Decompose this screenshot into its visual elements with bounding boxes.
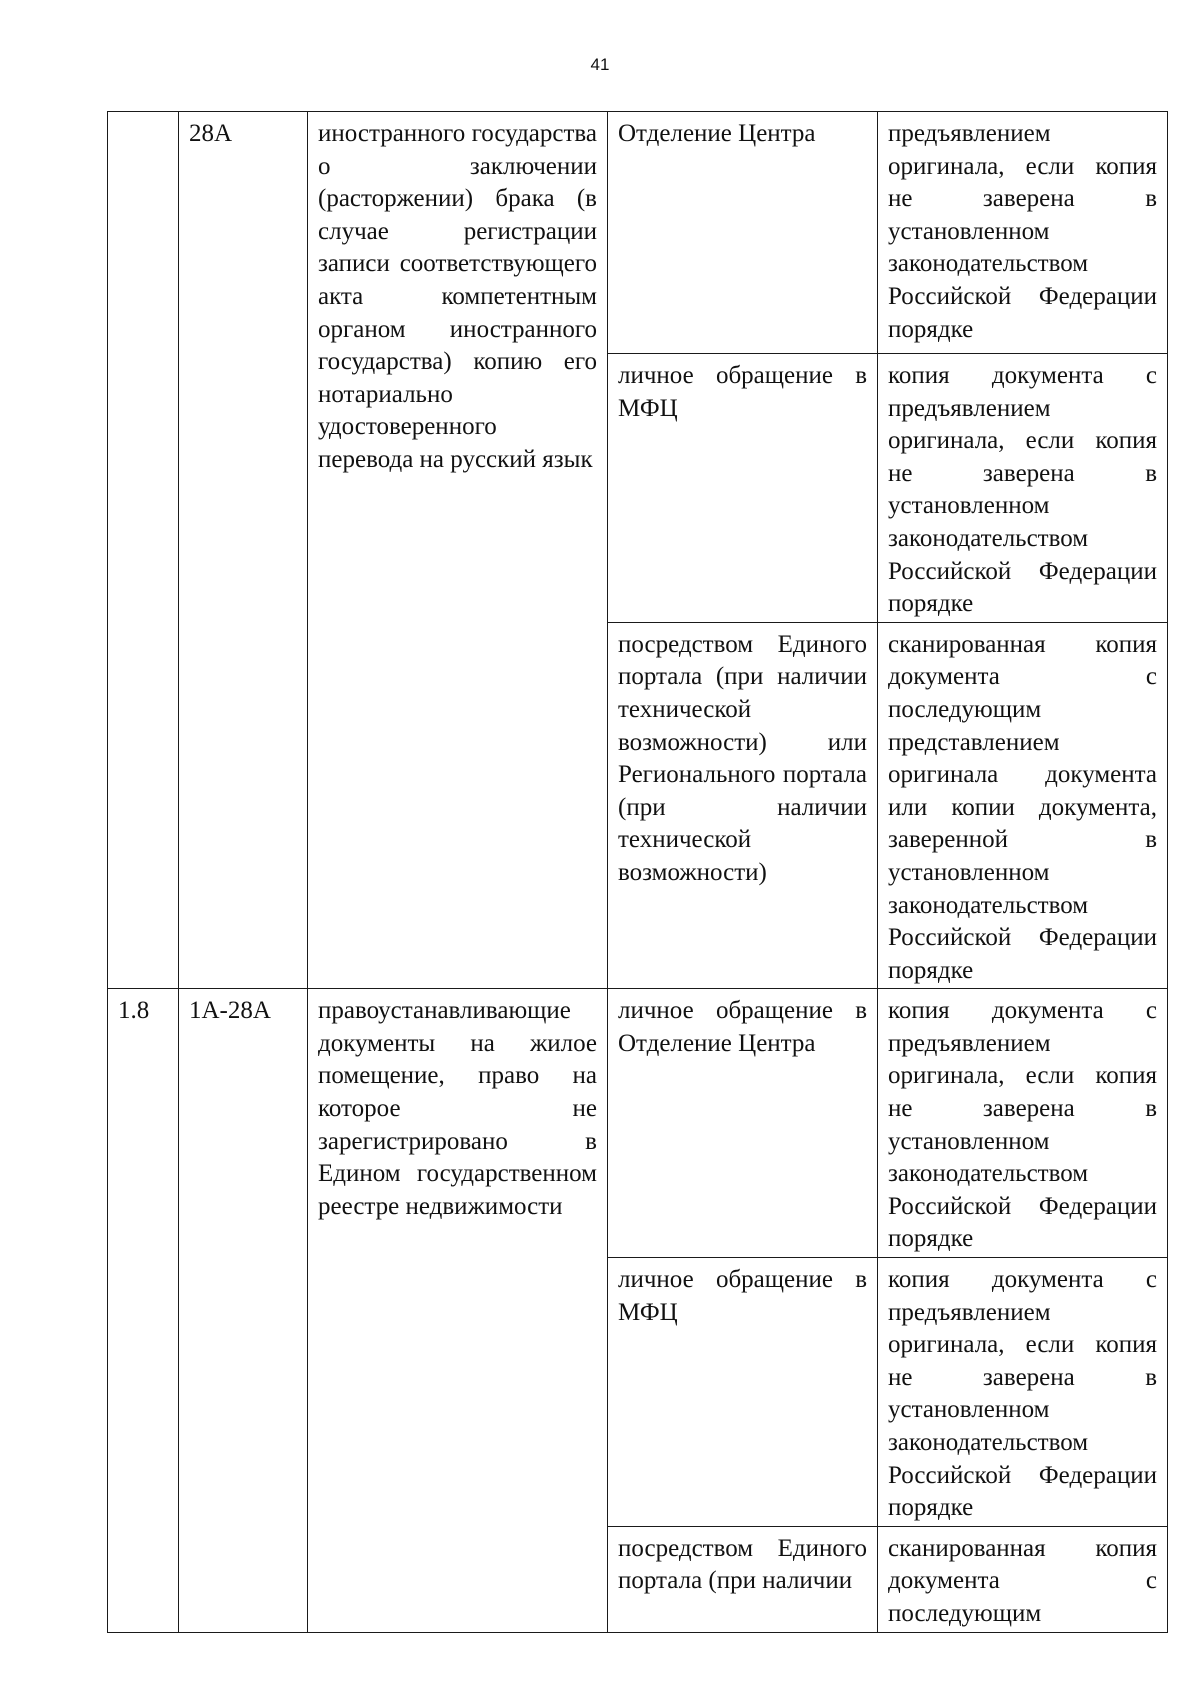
submission-method-cell: Отделение Центра	[608, 112, 878, 354]
documents-table	[107, 111, 1168, 1633]
row-number-cell	[108, 112, 179, 989]
document-form-cell: сканированная копия документа с последующим представлением оригинала документа или копии документа, заверенной в установленном законодательством Российской Федерации порядке	[878, 622, 1168, 989]
document-description-cell: правоустанавливающие документы на жилое помещение, право на которое не зарегистрировано в Едином государственном реестре недвижимости	[308, 989, 608, 1632]
table-row	[108, 112, 1168, 354]
document-description-cell: иностранного государства о заключении (расторжении) брака (в случае регистрации записи соответствующего акта компетентным органом иностранного государства) копию его нотариально удостоверенного перевода на русский язык	[308, 112, 608, 989]
submission-method-cell: личное обращение в Отделение Центра	[608, 989, 878, 1258]
applicant-code-cell: 28А	[179, 112, 308, 989]
row-number-cell: 1.8	[108, 989, 179, 1632]
document-form-cell: копия документа с предъявлением оригинала, если копия не заверена в установленном законодательством Российской Федерации порядке	[878, 1258, 1168, 1527]
table-row	[108, 989, 1168, 1258]
submission-method-cell: личное обращение в МФЦ	[608, 354, 878, 623]
applicant-code-cell: 1А-28А	[179, 989, 308, 1632]
submission-method-cell: посредством Единого портала (при наличии технической возможности) или Регионального портала (при наличии технической возможности)	[608, 622, 878, 989]
document-form-cell: копия документа с предъявлением оригинала, если копия не заверена в установленном законодательством Российской Федерации порядке	[878, 989, 1168, 1258]
document-form-cell: копия документа с предъявлением оригинала, если копия не заверена в установленном законодательством Российской Федерации порядке	[878, 354, 1168, 623]
submission-method-cell: личное обращение в МФЦ	[608, 1258, 878, 1527]
submission-method-cell: посредством Единого портала (при наличии	[608, 1526, 878, 1632]
document-form-cell: сканированная копия документа с последующим	[878, 1526, 1168, 1632]
page-number: 41	[590, 55, 610, 74]
document-form-cell: предъявлением оригинала, если копия не заверена в установленном законодательством Российской Федерации порядке	[878, 112, 1168, 354]
